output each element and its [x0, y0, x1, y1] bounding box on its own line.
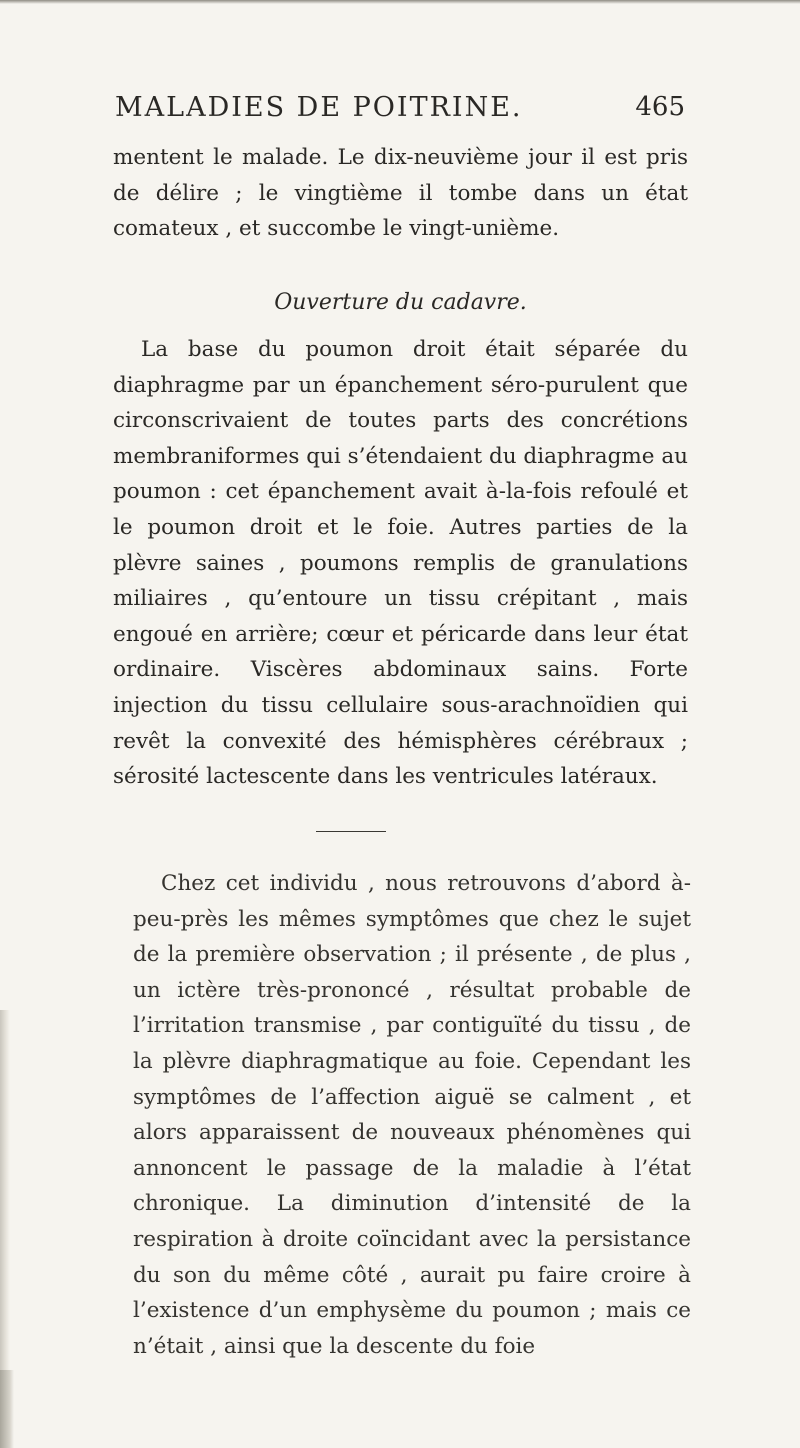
paragraph-continuation [113, 140, 688, 247]
paragraph-commentary [133, 866, 691, 1364]
section-heading: Ouverture du cadavre. [274, 290, 527, 315]
running-title: MALADIES DE POITRINE. [115, 92, 523, 123]
paragraph-text: La base du poumon droit était séparée du diaphragme par un épanchement séro-purulent que circonscrivaient de toutes parts des concrétions membraniformes qui s’étendaient du diaphragme au poumon : cet épanchement avait à-la-fois refoulé et le poumon droit et le foie. Autres parties de la plèvre saines , poumons remplis de granulations miliaires , qu’entoure un tissu crépitant , mais engoué en arrière; cœur et péricarde dans leur état ordinaire. Viscères abdominaux sains. Forte injection du tissu cellulaire sous-arachnoïdien qui revêt la convexité des hémisphères cérébraux ; sérosité lactescente dans les ventricules latéraux. [113, 337, 688, 790]
section-separator [316, 831, 386, 832]
paragraph-text: mentent le malade. Le dix-neuvième jour il est pris de délire ; le vingtième il tombe dans un état comateux , et succombe le vingt-unième. [113, 145, 688, 242]
paragraph-text: Chez cet individu , nous retrouvons d’abord à-peu-près les mêmes symptômes que chez le sujet de la première observation ; il présente , de plus , un ictère très-prononcé , résultat probable de l’irritation transmise , par contiguïté du tissu , de la plèvre diaphragmatique au foie. Cependant les symptômes de l’affection aiguë se calment , et alors apparaissent de nouveaux phénomènes qui annoncent le passage de la maladie à l’état chronique. La diminution d’intensité de la respiration à droite coïncidant avec la persistance du son du même côté , aurait pu faire croire à l’existence d’un emphysème du poumon ; mais ce n’était , ainsi que la descente du foie [133, 871, 691, 1359]
running-head [115, 92, 685, 132]
page-top-shadow [0, 0, 800, 4]
page-number: 465 [635, 92, 685, 122]
paragraph-autopsy [113, 332, 688, 795]
page-edge-shadow-lower [0, 1370, 14, 1448]
